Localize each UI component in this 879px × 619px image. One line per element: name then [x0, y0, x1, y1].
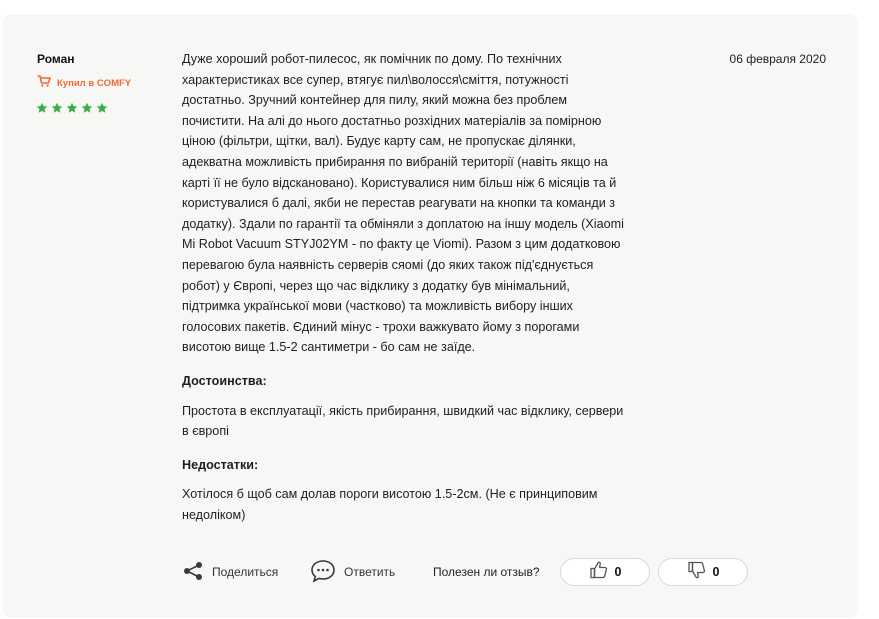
- bought-badge: [37, 74, 131, 92]
- text-line: користувалися б далі, якби не перестав реагувати на кнопки та команди з: [182, 196, 616, 211]
- text-line: в європі: [182, 424, 229, 439]
- dislike-count: 0: [712, 565, 720, 579]
- share-button[interactable]: [182, 556, 278, 588]
- cart-icon: [37, 74, 51, 92]
- text-line: робот) у Європі, через що час відклику з додатку був мінімальний,: [182, 278, 570, 293]
- text-line: почистити. На алі до нього достатньо розхідних матеріалів за помірною: [182, 113, 602, 128]
- dislike-button[interactable]: [658, 558, 748, 586]
- cons-title: Недостатки:: [182, 457, 259, 472]
- share-label: Поделиться: [212, 565, 279, 579]
- text-line: висотою вище 1.5-2 сантиметри - бо сам не заїде.: [182, 340, 476, 355]
- text-line: Mi Robot Vacuum STYJ02YM - по факту це Viomi). Разом з цим додатковою: [182, 237, 621, 252]
- bought-badge-label: Купил в COMFY: [57, 77, 132, 89]
- review-actions: [182, 556, 752, 588]
- text-line: підтримка української мови (частково) та можливість вибору інших: [182, 299, 573, 314]
- text-line: перевагою була наявність серверів сяомі (до яких також під'єднується: [182, 257, 594, 272]
- star-icon: [36, 102, 48, 114]
- review-text: [182, 49, 680, 358]
- star-icon: [96, 102, 108, 114]
- helpful-question: Полезен ли отзыв?: [433, 565, 540, 579]
- star-icon: [81, 102, 93, 114]
- text-line: Дуже хороший робот-пилесос, як помічник по дому. По технічних: [182, 52, 562, 66]
- text-line: додатку). Здали по гарантії та обміняли з доплатою на іншу модель (Xiaomi: [182, 216, 624, 231]
- text-line: голосових пакетів. Єдиний мінус - трохи важкувато йому з порогами: [182, 319, 580, 334]
- like-button[interactable]: [560, 558, 650, 586]
- reply-button[interactable]: [310, 556, 395, 588]
- text-line: Хотілося б щоб сам долав пороги висотою 1.5-2см. (Не є принциповим: [182, 487, 598, 502]
- text-line: карті її не було відскановано). Користувалися ним більш ніж 6 місяців та й: [182, 175, 617, 190]
- thumbs-up-icon: [589, 560, 609, 585]
- text-line: адекватна можливість прибирання по вибраній території (навіть якщо на: [182, 154, 608, 169]
- text-line: недоліком): [182, 507, 246, 522]
- share-icon: [182, 561, 204, 584]
- thumbs-down-icon: [687, 560, 707, 585]
- comment-icon: [310, 559, 336, 586]
- text-line: ціною (фільтри, щітки, вал). Будує карту сам, не пропускає ділянки,: [182, 134, 576, 149]
- rating-stars: [36, 102, 108, 114]
- pros-text: [182, 401, 680, 442]
- review-author: Роман: [37, 52, 75, 66]
- review-date: 06 февраля 2020: [729, 52, 826, 66]
- reply-label: Ответить: [344, 565, 396, 579]
- text-line: достатньо. Зручний контейнер для пилу, який можна без проблем: [182, 93, 567, 108]
- pros-title: Достоинства:: [182, 373, 267, 388]
- star-icon: [51, 102, 63, 114]
- like-count: 0: [614, 565, 622, 579]
- star-icon: [66, 102, 78, 114]
- text-line: характеристиках все супер, втягує пил\волосся\сміття, потужності: [182, 72, 569, 87]
- text-line: Простота в експлуатації, якість прибирання, швидкий час відклику, сервери: [182, 403, 624, 418]
- review-content: [182, 49, 680, 525]
- cons-text: [182, 484, 680, 525]
